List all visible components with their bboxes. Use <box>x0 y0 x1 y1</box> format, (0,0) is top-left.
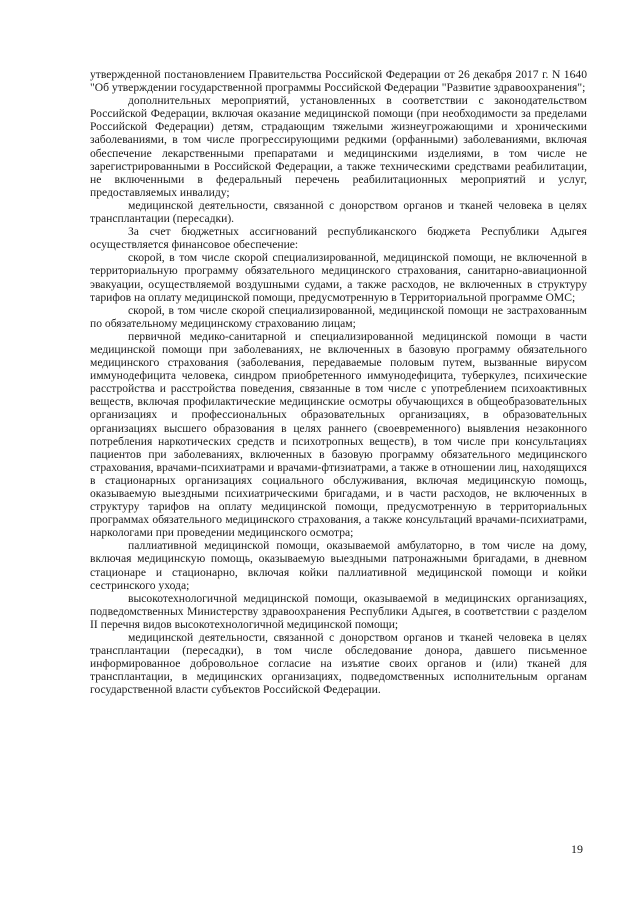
paragraph: утвержденной постановлением Правительства Российской Федерации от 26 декабря 2017 г. N 1640 "Об утверждении государственной программы Российской Федерации "Развитие здравоохранения"; <box>90 68 587 95</box>
paragraph: дополнительных мероприятий, установленных в соответствии с законодательством Российской Федерации, включая оказание медицинской помощи (при необходимости за пределами Российской Федерации) детям, страдающим тяжелыми жизнеугрожающими и хроническими заболеваниями, в том числе прогрессирующими редкими (орфанными) заболеваниями, включая обеспечение лекарственными препаратами и медицинскими изделиями, в том числе не зарегистрированными в Российской Федерации, а также техническими средствами реабилитации, не включенными в федеральный перечень реабилитационных мероприятий и услуг, предоставляемых инвалиду; <box>90 94 587 199</box>
paragraph: первичной медико-санитарной и специализированной медицинской помощи в части медицинской помощи при заболеваниях, не включенных в базовую программу обязательного медицинского страхования (заболевания, передаваемые половым путем, вызванные вирусом иммунодефицита человека, синдром приобретенного иммунодефицита, туберкулез, психические расстройства и расстройства поведения, связанные в том числе с употреблением психоактивных веществ, включая профилактические медицинские осмотры обучающихся в общеобразовательных организациях и профессиональных образовательных организациях, в образовательных организациях высшего образования в целях раннего (своевременного) выявления незаконного потребления наркотических средств и психотропных веществ), в том числе при консультациях пациентов при заболеваниях, включенных в базовую программу обязательного медицинского страхования, врачами-психиатрами и врачами-фтизиатрами, а также в отношении лиц, находящихся в стационарных организациях социального обслуживания, включая медицинскую помощь, оказываемую выездными психиатрическими бригадами, и в части расходов, не включенных в структуру тарифов на оплату медицинской помощи, предусмотренную в территориальных программах обязательного медицинского страхования, а также консультаций врачами-психиатрами, наркологами при проведении медицинского осмотра; <box>90 329 587 540</box>
paragraph: медицинской деятельности, связанной с донорством органов и тканей человека в целях трансплантации (пересадки), в том числе обследование донора, давшего письменное информированное добровольное согласие на изъятие своих органов и (или) тканей для трансплантации, в медицинских организациях, подведомственных исполнительным органам государственной власти субъектов Российской Федерации. <box>90 631 587 697</box>
body-text <box>90 68 587 697</box>
paragraph: паллиативной медицинской помощи, оказываемой амбулаторно, в том числе на дому, включая медицинскую помощь, оказываемую выездными патронажными бригадами, в дневном стационаре и стационарно, включая койки паллиативной медицинской помощи и койки сестринского ухода; <box>90 539 587 592</box>
paragraph: медицинской деятельности, связанной с донорством органов и тканей человека в целях трансплантации (пересадки). <box>90 198 587 226</box>
page-number: 19 <box>571 842 583 856</box>
paragraph: За счет бюджетных ассигнований республиканского бюджета Республики Адыгея осуществляется финансовое обеспечение: <box>90 225 587 252</box>
paragraph: высокотехнологичной медицинской помощи, оказываемой в медицинских организациях, подведомственных Министерству здравоохранения Республики Адыгея, в соответствии с разделом II перечня видов высокотехнологичной медицинской помощи; <box>90 591 587 631</box>
paragraph: скорой, в том числе скорой специализированной, медицинской помощи, не включенной в территориальную программу обязательного медицинского страхования, санитарно-авиационной эвакуации, осуществляемой воздушными судами, а также расходов, не включенных в структуру тарифов на оплату медицинской помощи, предусмотренную в Территориальной программе ОМС; <box>90 251 587 304</box>
paragraph: скорой, в том числе скорой специализированной, медицинской помощи не застрахованным по обязательному медицинскому страхованию лицам; <box>90 303 587 330</box>
